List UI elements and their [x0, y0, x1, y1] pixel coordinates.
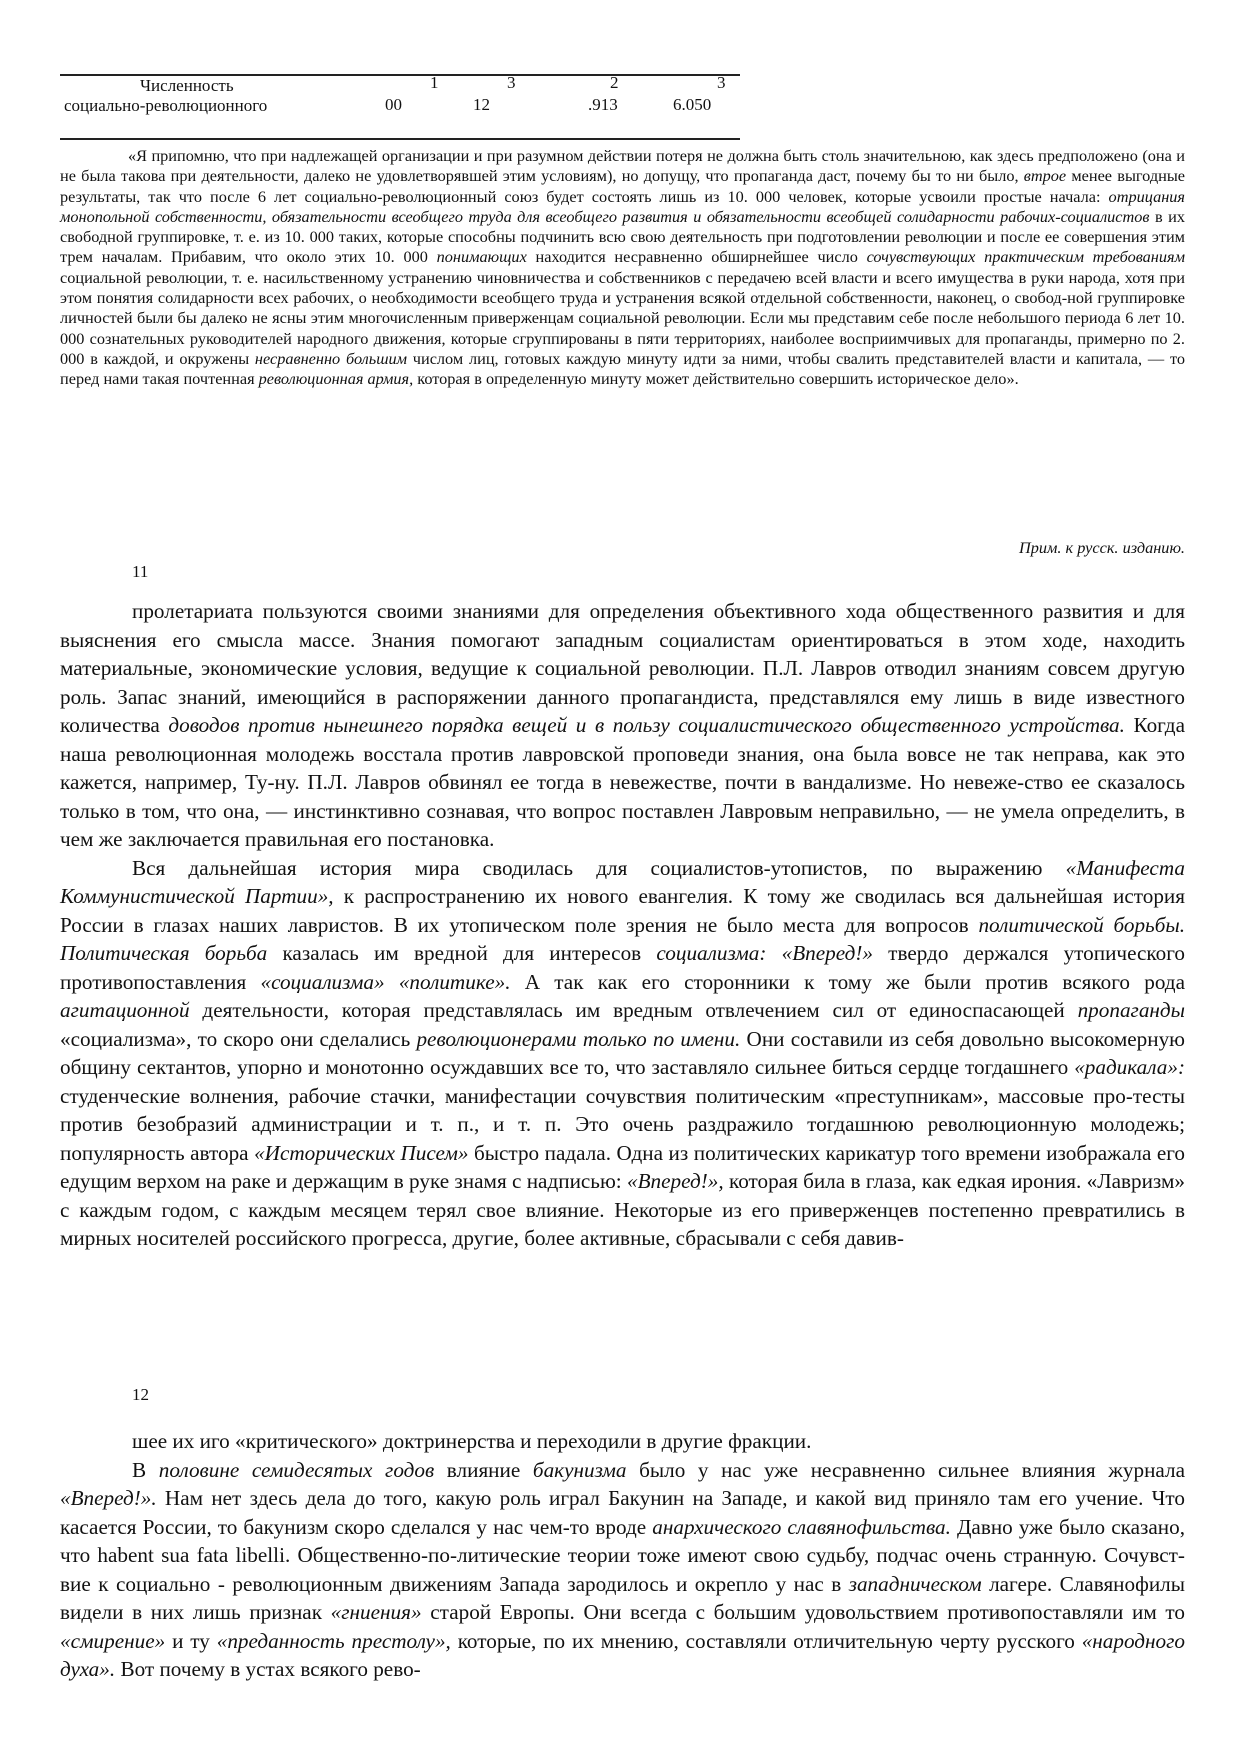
body-text-page-12 [60, 1427, 1185, 1684]
page-number: 12 [132, 1385, 149, 1404]
body-paragraph: пролетариата пользуются своими знаниями для определения объективного хода общественного развития и для выяснения его смысла массе. Знания помогают западным социалистам ориентироваться в этом ходе, находить материальные, экономические условия, ведущие к социальной революции. П.Л. Лавров отводил знаниям совсем другую роль. Запас знаний, имеющийся в распоряжении данного пропагандиста, представлялся ему лишь в виде известного количества доводов против нынешнего порядка вещей и в пользу социалистического общественного устройства. Когда наша революционная молодежь восстала против лавровской проповеди знания, она была вовсе не так неправа, как это кажется, например, Ту-ну. П.Л. Лавров обвинял ее тогда в невежестве, почти в вандализме. Но невеже-ство ее сказалось только в том, что она, — инстинктивно сознавая, что вопрос поставлен Лавровым неправильно, — не умела определить, в чем же заключается правильная его постановка. [60, 599, 1185, 851]
translator-note: Прим. к русск. изданию. [1018, 538, 1185, 557]
body-text-page-11 [60, 597, 1185, 1253]
statistics-table [60, 74, 740, 140]
table-cell: 3 [717, 73, 726, 92]
quote-paragraph: «Я припомню, что при надлежащей организации и при разумном действии потеря не должна быть столь значительною, как здесь предположено (она и не была такова при деятельности, далеко не удовлетворявшей этим условиям), но допущу, что пропаганда даст, почему бы то ни было, втрое менее выгодные результаты, так что после 6 лет социально-революционный союз будет состоять лишь из 10. 000 человек, которые усвоили простые начала: отрицания монопольной собственности, обязательности всеобщего труда для всеобщего развития и обязательности всеобщей солидарности рабочих-социалистов в их свободной группировке, т. е. из 10. 000 таких, которые способны подчинить всю свою деятельность при подготовлении революции и после ее совершения этим трем началам. Прибавим, что около этих 10. 000 понимающих находится несравненно обширнейшее число сочувствующих практическим требованиям социальной революции, т. е. насильственному устранению чиновничества и собственников с передачею всей власти и всего имущества в руки народа, хотя при этом понятия солидарности всех рабочих, о необходимости всеобщего труда и устранения всякой отдельной собственности, наконец, о свобод-ной группировке личностей были бы далеко не ясны этим многочисленным приверженцам социальной революции. Если мы представим себе после небольшого периода 6 лет 10. 000 сознательных руководителей народного движения, которые сгруппированы в пяти территориях, наиболее восприимчивых для пропаганды, примерно по 2. 000 в каждой, и окружены несравненно большим числом лиц, готовых каждую минуту идти за ними, чтобы свалить представителей власти и капитала, — то перед нами такая почтенная революционная армия, которая в определенную минуту может действительно совершить историческое дело». [60, 146, 1185, 389]
body-paragraph: Вся дальнейшая история мира сводилась для социалистов-утопистов, по выражению «Манифеста Коммунистической Партии», к распространению их нового евангелия. К тому же сводилась вся дальнейшая история России в глазах наших лавристов. В их утопическом поле зрения не было места для вопросов политической борьбы. Политическая борьба казалась им вредной для интересов социализма: «Вперед!» твердо держался утопического противопоставления «социализма» «политике». А так как его сторонники к тому же были против всякого рода агитационной деятельности, которая представлялась им вредным отвлечением сил от единоспасающей пропаганды «социализма», то скоро они сделались революционерами только по имени. Они составили из себя довольно высокомерную общину сектантов, упорно и монотонно осуждавших все то, что заставляло сильнее биться сердце тогдашнего «радикала»: студенческие волнения, рабочие стачки, манифестации сочувствия политическим «преступникам», массовые про-тесты против безобразий администрации и т. п., и т. п. Это очень раздражило тогдашнюю революционную молодежь; популярность автора «Исторических Писем» быстро падала. Одна из политических карикатур того времени изображала его едущим верхом на раке и держащим в руке знамя с надписью: «Вперед!», которая била в глаза, как едкая ирония. «Лавризм» с каждым годом, с каждым месяцем терял свое влияние. Некоторые из его приверженцев постепенно превратились в мирных носителей российского прогресса, другие, более активные, сбрасывали с себя давив- [60, 855, 1186, 1250]
body-paragraph: шее их иго «критического» доктринерства и переходили в другие фракции. [132, 1429, 812, 1453]
table-cell: 12 [473, 95, 490, 114]
body-paragraph: В половине семидесятых годов влияние бакунизма было у нас уже несравненно сильнее влияния журнала «Вперед!». Нам нет здесь дела до того, какую роль играл Бакунин на Западе, и какой вид приняло там его учение. Что касается России, то бакунизм скоро сделался у нас чем-то вроде анархического славянофильства. Давно уже было сказано, что habent sua fata libelli. Общественно-по-литические теории тоже имеют свою судьбу, подчас очень странную. Сочувст-вие к социально - революционным движениям Запада зародилось и окрепло у нас в западническом лагере. Славянофилы видели в них лишь признак «гниения» старой Европы. Они всегда с большим удовольствием противопоставляли им то «смирение» и ту «преданность престолу», которые, по их мнению, составляли отличительную черту русского «народного духа». Вот почему в устах всякого рево- [60, 1457, 1186, 1681]
table-cell: 1 [430, 73, 439, 92]
page-number: 11 [132, 562, 149, 581]
table-cell: .913 [588, 95, 618, 114]
table-row-label-1: Численность [140, 76, 234, 95]
footnote-quote [60, 146, 1185, 390]
table-row-label-2: социально-революционного [64, 96, 268, 115]
table-cell: 6.050 [673, 95, 712, 114]
table-cell: 00 [385, 95, 402, 114]
table-cell: 3 [507, 73, 516, 92]
table-cell: 2 [610, 73, 619, 92]
